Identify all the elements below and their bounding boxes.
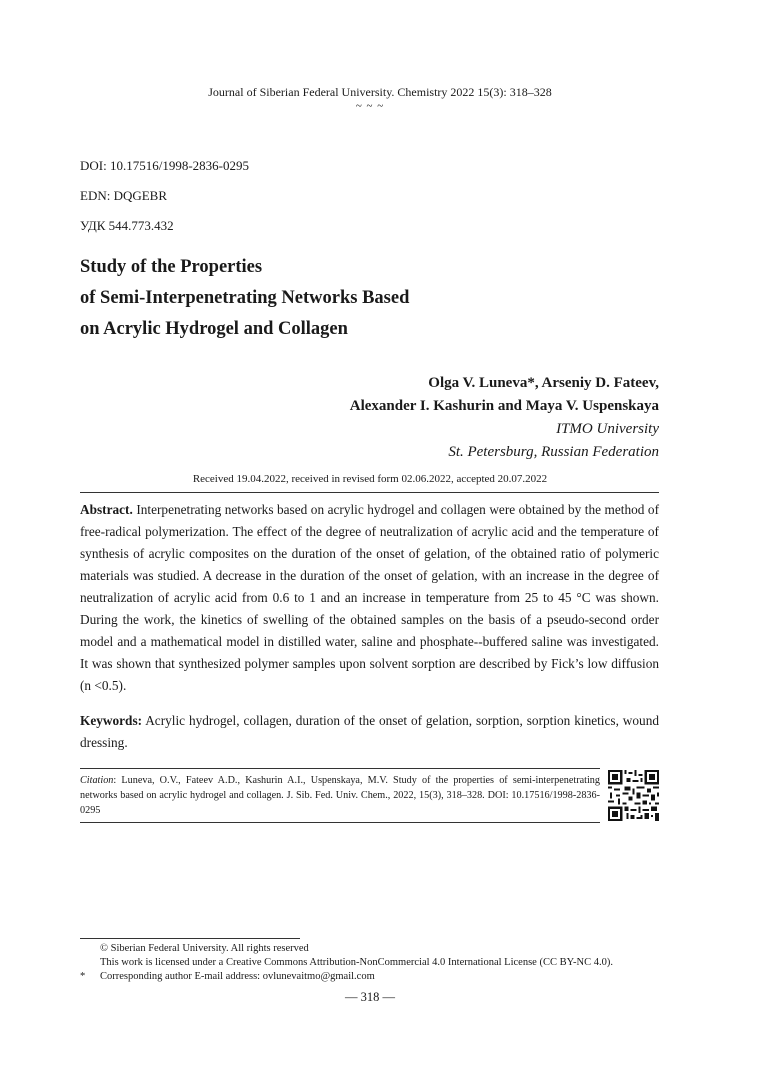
udk: УДК 544.773.432 <box>80 218 174 233</box>
citation-text: : Luneva, O.V., Fateev A.D., Kashurin A.I., Uspenskaya, M.V. Study of the properties of semi-interpenetrating networks based on acrylic hydrogel and collagen. J. Sib. Fed. Univ. Chem., 2022, 15(3), 318–328. DOI: 10.17516/1998-2836-0295 <box>80 775 600 816</box>
journal-header: Journal of Siberian Federal University. Chemistry 2022 15(3): 318–328 <box>208 85 552 99</box>
location: St. Petersburg, Russian Federation <box>448 444 659 460</box>
corresponding-note <box>80 970 680 984</box>
header-ornament: ~ ~ ~ <box>355 100 385 112</box>
edn: EDN: DQGEBR <box>80 188 168 203</box>
copyright-note: © Siberian Federal University. All rights reserved <box>100 943 309 954</box>
corresponding-text: Corresponding author E-mail address: ovlunevaitmo@gmail.com <box>100 971 375 982</box>
author-block <box>350 372 659 464</box>
article-title <box>80 252 409 345</box>
divider <box>80 822 600 823</box>
abstract <box>80 499 659 697</box>
divider <box>80 492 659 493</box>
title-line: on Acrylic Hydrogel and Collagen <box>80 319 348 339</box>
keywords <box>80 710 659 754</box>
keywords-label: Keywords: <box>80 713 143 728</box>
qr-code-icon[interactable] <box>608 770 659 821</box>
footnote-mark: * <box>80 971 86 982</box>
abstract-label: Abstract. <box>80 502 133 517</box>
title-line: Study of the Properties <box>80 257 263 277</box>
page-number: — 318 — <box>345 990 395 1004</box>
footnote-divider <box>80 938 300 939</box>
abstract-text: Interpenetrating networks based on acrylic hydrogel and collagen were obtained by the method of free-radical polymerization. The effect of the degree of neutralization of acrylic acid and the temperature of synthesis of acrylic composites on the duration of the onset of gelation, of the obtained ratio of polymeric materials was studied. A decrease in the duration of the onset of gelation, with an increase in the degree of neutralization of acrylic acid from 0.6 to 1 and an increase in temperature from 25 to 45 °C was shown. During the work, the kinetics of swelling of the obtained samples on the basis of a pseudo-second order model and a mathematical model in distilled water, saline and phosphate--buffered saline was investigated. It was shown that synthesized polymer samples upon solvent sorption are described by Fick’s low diffusion (n <0.5). <box>80 502 659 693</box>
doi: DOI: 10.17516/1998-2836-0295 <box>80 158 249 173</box>
divider <box>80 768 600 769</box>
affiliation: ITMO University <box>556 421 659 437</box>
author-names: Alexander I. Kashurin and Maya V. Uspenskaya <box>349 398 659 414</box>
author-names: Olga V. Luneva*, Arseniy D. Fateev, <box>428 375 659 391</box>
title-line: of Semi-Interpenetrating Networks Based <box>80 288 410 308</box>
keywords-text: Acrylic hydrogel, collagen, duration of the onset of gelation, sorption, sorption kinetics, wound dressing. <box>80 713 659 750</box>
footnotes <box>80 942 680 984</box>
license-note: This work is licensed under a Creative Commons Attribution-NonCommercial 4.0 International License (CC BY-NC 4.0). <box>100 957 613 968</box>
citation-label: Citation <box>80 775 114 786</box>
received-dates: Received 19.04.2022, received in revised form 02.06.2022, accepted 20.07.2022 <box>192 473 548 485</box>
citation <box>80 773 600 818</box>
